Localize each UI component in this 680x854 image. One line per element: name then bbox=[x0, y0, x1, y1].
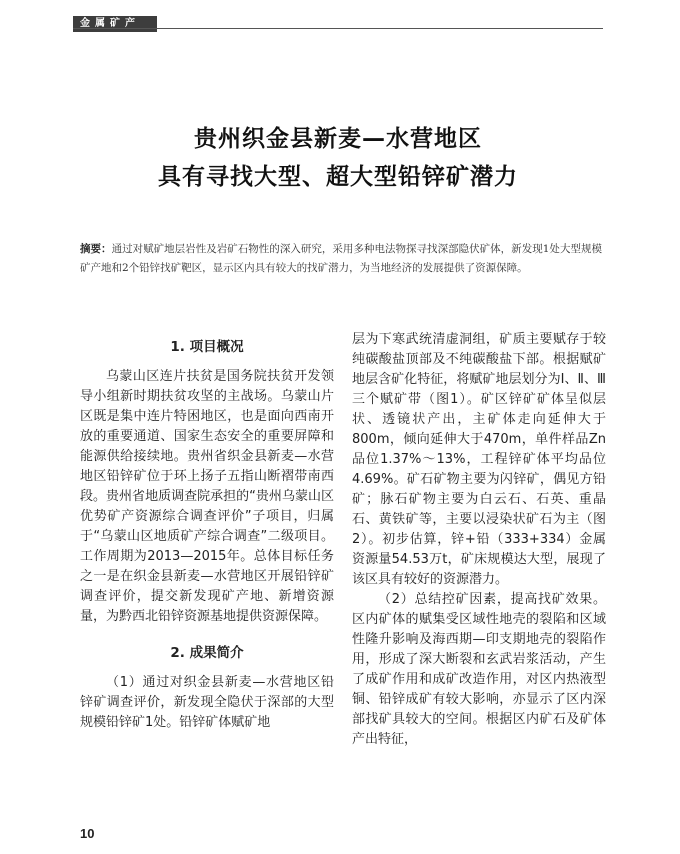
section1-paragraph: 乌蒙山区连片扶贫是国务院扶贫开发领导小组新时期扶贫攻坚的主战场。乌蒙山片区既是集中连片特困地区，也是面向西南开放的重要通道、国家生态安全的重要屏障和能源供给接续地。贵州省织金县新麦—水营地区铅锌矿位于环上扬子五指山断褶带南西段。贵州省地质调查院承担的“贵州乌蒙山区优势矿产资源综合调查评价”子项目，归属于“乌蒙山区地质矿产综合调查”二级项目。工作周期为2013—2015年。总体目标任务之一是在织金县新麦—水营地区开展铅锌矿调查评价，提交新发现矿产地、新增资源量，为黔西北铅锌资源基地提供资源保障。 bbox=[80, 369, 334, 624]
left-column bbox=[80, 325, 334, 733]
article-title-line1: 贵州织金县新麦—水营地区 bbox=[194, 126, 482, 152]
section-heading-1: 1. 项目概况 bbox=[170, 339, 244, 355]
section2-paragraph: （1）通过对织金县新麦—水营地区铅锌矿调查评价，新发现全隐伏于深部的大型规模铅锌矿1处。铅锌矿体赋矿地 bbox=[80, 675, 334, 730]
article-title-line2: 具有寻找大型、超大型铅锌矿潜力 bbox=[158, 164, 518, 190]
header-section-label: 金属矿产 bbox=[80, 18, 140, 29]
abstract bbox=[80, 240, 602, 278]
abstract-text: 通过对赋矿地层岩性及岩矿石物性的深入研究，采用多种电法物探寻找深部隐伏矿体，新发现1处大型规模矿产地和2个铅锌找矿靶区，显示区内具有较大的找矿潜力，为当地经济的发展提供了资源保障。 bbox=[80, 243, 603, 274]
right-paragraph-1: 层为下寒武统清虚洞组，矿质主要赋存于较纯碳酸盐顶部及不纯碳酸盐下部。根据赋矿地层含矿化特征，将赋矿地层划分为Ⅰ、Ⅱ、Ⅲ三个赋矿带（图1）。矿区锌矿矿体呈似层状、透镜状产出，主矿体走向延伸大于800m，倾向延伸大于470m，单件样品Zn品位1.37%～13%，工程锌矿体平均品位4.69%。矿石矿物主要为闪锌矿，偶见方铅矿；脉石矿物主要为白云石、石英、重晶石、黄铁矿等，主要以浸染状矿石为主（图2）。初步估算，锌+铅（333+334）金属资源量54.53万t，矿床规模达大型，展现了该区具有较好的资源潜力。 bbox=[352, 332, 606, 587]
right-paragraph-2: （2）总结控矿因素，提高找矿效果。区内矿体的赋集受区域性地壳的裂陷和区域性隆升影响及海西期—印支期地壳的裂陷作用，形成了深大断裂和玄武岩浆活动，产生了成矿作用和成矿改造作用，对区内热液型铜、铅锌成矿有较大影响，亦显示了区内深部找矿具较大的空间。根据区内矿石及矿体产出特征， bbox=[352, 592, 606, 747]
header-rule bbox=[73, 28, 603, 29]
abstract-label: 摘要： bbox=[80, 243, 112, 255]
section-heading-2: 2. 成果简介 bbox=[170, 645, 244, 661]
right-column bbox=[352, 330, 606, 750]
page-number: 10 bbox=[80, 826, 95, 841]
